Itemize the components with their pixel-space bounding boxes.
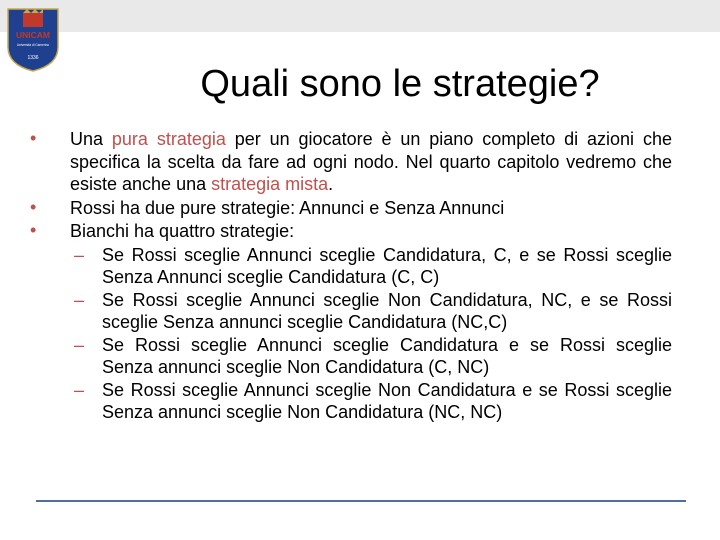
bullet-item: [28, 128, 672, 196]
dash-glyph: –: [74, 334, 85, 355]
highlight-strategia-mista: strategia mista: [211, 174, 329, 194]
bullet-text-part: per un giocatore è un piano completo di azioni che specifica la scelta da fare ad ogni nodo. Nel quarto capitolo vedremo che esiste anche una: [70, 129, 672, 194]
dash-glyph: –: [74, 379, 85, 400]
sub-bullet-item: [28, 334, 672, 379]
bullet-glyph: •: [30, 128, 37, 148]
dash-glyph: –: [74, 244, 85, 265]
sub-bullet-text: Se Rossi sceglie Annunci sceglie Candidatura e se Rossi sceglie Senza annunci sceglie Non Candidatura (C, NC): [102, 334, 672, 377]
bullet-glyph: •: [30, 196, 37, 217]
bullet-item: [28, 197, 672, 220]
bullet-text: Bianchi ha quattro strategie:: [70, 221, 295, 241]
slide-title: Quali sono le strategie?: [200, 63, 600, 105]
highlight-pura-strategia: pura strategia: [111, 129, 226, 149]
top-bar: [0, 0, 720, 32]
sub-bullet-text: Se Rossi sceglie Annunci sceglie Non Candidatura, NC, e se Rossi sceglie Senza annunci sceglie Candidatura (NC,C): [102, 289, 672, 332]
sub-bullet-item: [28, 379, 672, 424]
logo-year: 1336: [27, 55, 39, 61]
sub-bullet-text: Se Rossi sceglie Annunci sceglie Candidatura, C, e se Rossi sceglie Senza Annunci sceglie Candidatura (C, C): [102, 244, 672, 287]
dash-glyph: –: [74, 289, 85, 310]
logo-text: UNICAM: [16, 30, 50, 40]
unicam-logo: [6, 7, 60, 73]
slide-content: [28, 128, 672, 424]
bullet-glyph: •: [30, 220, 37, 240]
logo-subtext: Università di Camerino: [16, 43, 50, 47]
sub-bullet-text: Se Rossi sceglie Annunci sceglie Non Candidatura e se Rossi sceglie Senza annunci sceglie Non Candidatura (NC, NC): [102, 379, 672, 422]
bullet-text: Rossi ha due pure strategie: Annunci e Senza Annunci: [70, 197, 505, 218]
bullet-text-part: Una: [70, 129, 112, 149]
bullet-item: [28, 220, 672, 243]
sub-bullet-item: [28, 289, 672, 334]
bullet-text-part: .: [328, 174, 334, 194]
sub-bullet-item: [28, 244, 672, 289]
bottom-divider: [36, 500, 686, 502]
